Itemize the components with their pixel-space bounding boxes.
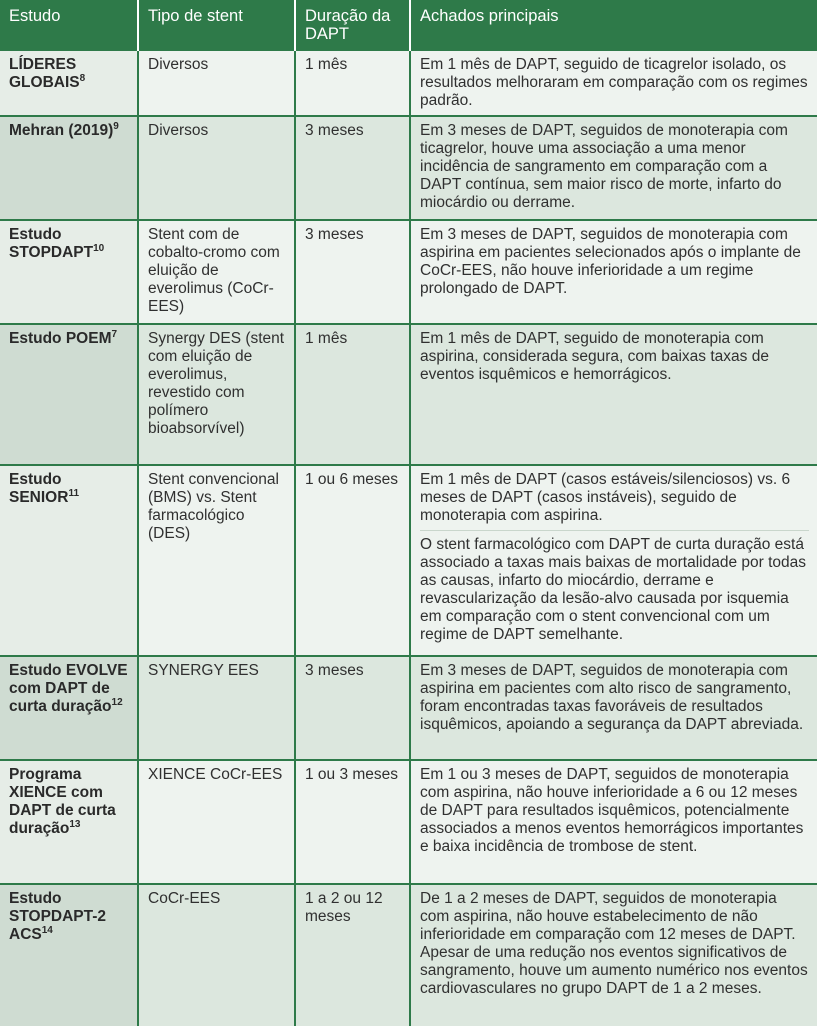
table-row bbox=[0, 884, 817, 1026]
finding-paragraph: Em 3 meses de DAPT, seguidos de monoterapia com ticagrelor, houve uma associação a uma menor incidência de sangramento em comparação com a DAPT contínua, sem maior risco de morte, infarto do miocárdio ou derrame. bbox=[420, 122, 788, 211]
stent-cell: Synergy DES (stent com eluição de everolimus, revestido com polímero bioabsorvível) bbox=[138, 324, 295, 465]
findings-cell bbox=[410, 465, 817, 656]
study-name: Programa XIENCE com DAPT de curta duração bbox=[9, 766, 116, 837]
finding-paragraph: Em 1 mês de DAPT, seguido de ticagrelor isolado, os resultados melhoraram em comparação com os regimes padrão. bbox=[420, 56, 808, 109]
table-row bbox=[0, 760, 817, 884]
stent-cell: Diversos bbox=[138, 116, 295, 220]
finding-paragraph: Em 1 mês de DAPT (casos estáveis/silenciosos) vs. 6 meses de DAPT (casos instáveis), seguido de monoterapia com aspirina. bbox=[420, 471, 791, 524]
study-cell bbox=[0, 220, 138, 324]
study-cell bbox=[0, 465, 138, 656]
study-cell bbox=[0, 884, 138, 1026]
stent-cell: XIENCE CoCr-EES bbox=[138, 760, 295, 884]
study-cell bbox=[0, 116, 138, 220]
duration-cell: 1 ou 3 meses bbox=[295, 760, 410, 884]
findings-cell bbox=[410, 50, 817, 116]
finding-paragraph: Em 1 ou 3 meses de DAPT, seguidos de monoterapia com aspirina, não houve inferioridade a 6 ou 12 meses de DAPT para resultados isquêmicos, potencialmente associados a menos eventos hemorrágicos importantes e baixa incidência de trombose de stent. bbox=[420, 766, 804, 855]
study-name: LÍDERES GLOBAIS bbox=[9, 56, 80, 91]
finding-paragraph: Em 3 meses de DAPT, seguidos de monoterapia com aspirina em pacientes com alto risco de sangramento, foram encontradas taxas favoráveis de resultados isquêmicos, apoiando a segurança da DAPT abreviada. bbox=[420, 662, 804, 733]
study-name: Estudo STOPDAPT-2 ACS bbox=[9, 890, 107, 943]
finding-paragraph: Em 3 meses de DAPT, seguidos de monoterapia com aspirina em pacientes selecionados após o implante de CoCr-EES, não houve inferioridade a um regime prolongado de DAPT. bbox=[420, 226, 801, 297]
duration-cell: 1 ou 6 meses bbox=[295, 465, 410, 656]
stent-cell: CoCr-EES bbox=[138, 884, 295, 1026]
header-dapt-duration: Duração da DAPT bbox=[295, 0, 410, 50]
table-body bbox=[0, 50, 817, 1026]
study-name: Mehran (2019) bbox=[9, 122, 114, 139]
table-row bbox=[0, 116, 817, 220]
study-cell bbox=[0, 50, 138, 116]
study-cell bbox=[0, 324, 138, 465]
study-cell bbox=[0, 656, 138, 760]
reference-number: 13 bbox=[69, 818, 81, 830]
table-row bbox=[0, 220, 817, 324]
duration-cell: 1 mês bbox=[295, 50, 410, 116]
stent-cell: Diversos bbox=[138, 50, 295, 116]
header-stent-type: Tipo de stent bbox=[138, 0, 295, 50]
stent-cell: Stent com de cobalto-cromo com eluição de everolimus (CoCr-EES) bbox=[138, 220, 295, 324]
duration-cell: 3 meses bbox=[295, 656, 410, 760]
reference-number: 10 bbox=[93, 242, 105, 254]
findings-cell bbox=[410, 116, 817, 220]
header-main-findings: Achados principais bbox=[410, 0, 817, 50]
reference-number: 9 bbox=[113, 120, 119, 132]
findings-cell bbox=[410, 656, 817, 760]
duration-cell: 3 meses bbox=[295, 116, 410, 220]
header-study: Estudo bbox=[0, 0, 138, 50]
stent-cell: SYNERGY EES bbox=[138, 656, 295, 760]
finding-paragraph: O stent farmacológico com DAPT de curta duração está associado a taxas mais baixas de mortalidade por todas as causas, infarto do miocárdio, derrame e revascularização da lesão-alvo causada por isquemia em comparação com o stent convencional com um regime de DAPT semelhante. bbox=[420, 530, 809, 644]
findings-cell bbox=[410, 220, 817, 324]
duration-cell: 1 mês bbox=[295, 324, 410, 465]
reference-number: 12 bbox=[111, 696, 123, 708]
duration-cell: 1 a 2 ou 12 meses bbox=[295, 884, 410, 1026]
finding-paragraph: De 1 a 2 meses de DAPT, seguidos de monoterapia com aspirina, não houve estabelecimento de não inferioridade em comparação com 12 meses de DAPT. Apesar de uma redução nos eventos significativos de sangramento, houve um aumento numérico nos eventos cardiovasculares no grupo DAPT de 1 a 2 meses. bbox=[420, 890, 808, 997]
study-name: Estudo EVOLVE com DAPT de curta duração bbox=[9, 662, 128, 715]
findings-cell bbox=[410, 884, 817, 1026]
table-row bbox=[0, 324, 817, 465]
duration-cell: 3 meses bbox=[295, 220, 410, 324]
reference-number: 8 bbox=[79, 72, 86, 84]
findings-cell bbox=[410, 760, 817, 884]
table-row bbox=[0, 465, 817, 656]
study-name: Estudo POEM bbox=[9, 330, 112, 347]
study-cell bbox=[0, 760, 138, 884]
finding-paragraph: Em 1 mês de DAPT, seguido de monoterapia com aspirina, considerada segura, com baixas taxas de eventos isquêmicos e hemorrágicos. bbox=[420, 330, 769, 383]
reference-number: 14 bbox=[41, 924, 53, 936]
table-row bbox=[0, 50, 817, 116]
study-name: Estudo SENIOR bbox=[9, 471, 69, 506]
reference-number: 11 bbox=[68, 487, 80, 499]
reference-number: 7 bbox=[111, 328, 118, 340]
stent-cell: Stent convencional (BMS) vs. Stent farmacológico (DES) bbox=[138, 465, 295, 656]
study-name: Estudo STOPDAPT bbox=[9, 226, 94, 261]
findings-cell bbox=[410, 324, 817, 465]
table-row bbox=[0, 656, 817, 760]
header-row bbox=[0, 0, 817, 50]
